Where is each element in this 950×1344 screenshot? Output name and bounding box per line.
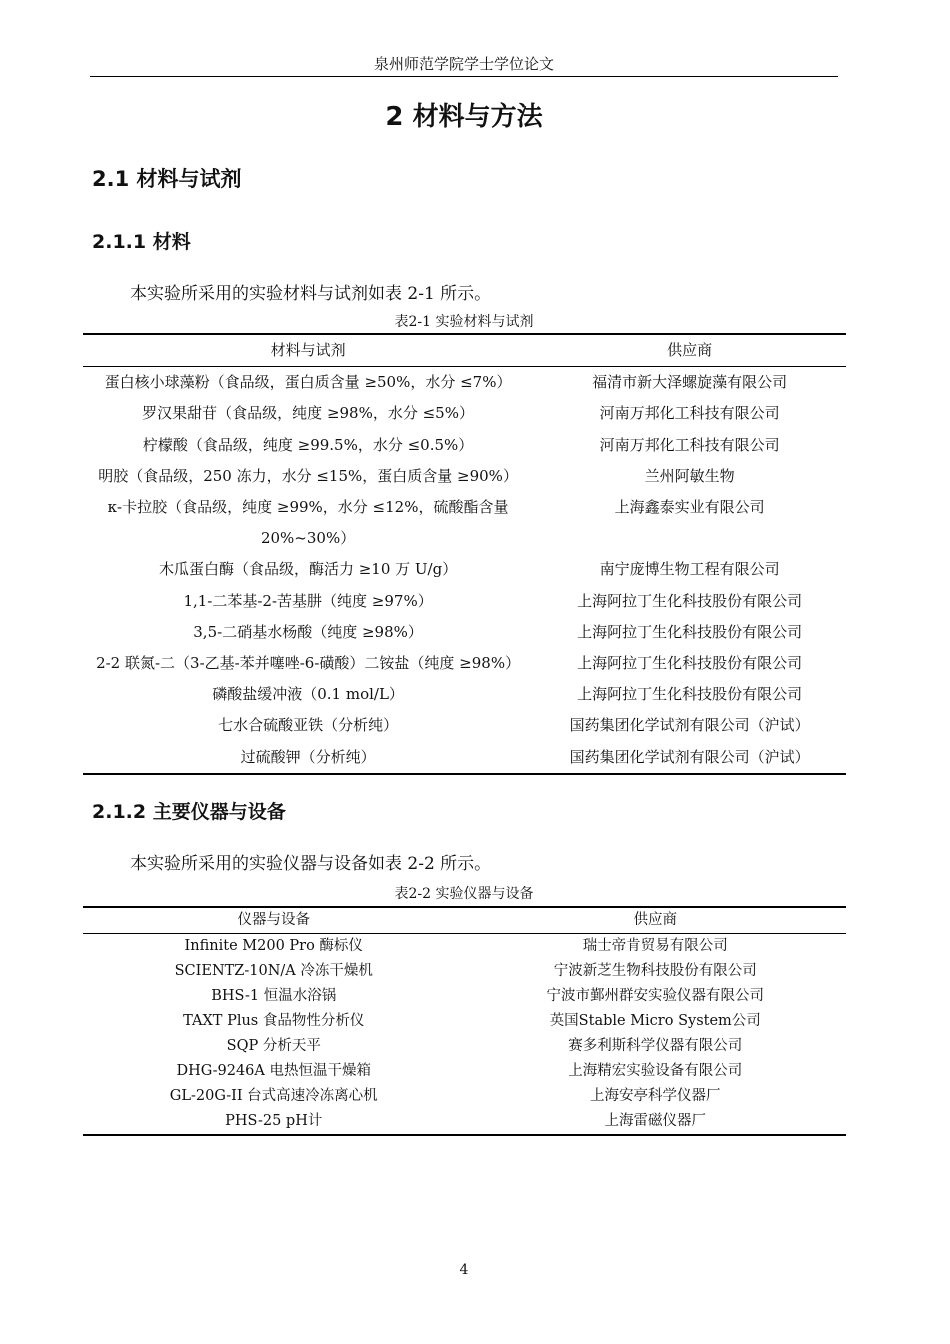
table-cell: 上海雷磁仪器厂 <box>604 1113 706 1129</box>
intro-paragraph-materials: 本实验所采用的实验材料与试剂如表 2-1 所示。 <box>130 284 492 304</box>
table-row <box>83 741 846 773</box>
table-cell: 河南万邦化工科技有限公司 <box>599 404 780 423</box>
table-row <box>83 1109 846 1135</box>
running-header: 泉州师范学院学士学位论文 <box>373 55 554 73</box>
instruments-table <box>83 906 846 1136</box>
table-cell: 木瓜蛋白酶（食品级，酶活力 ≥10 万 U/g） <box>158 560 458 579</box>
table-row <box>83 1034 846 1059</box>
table-cell: DHG-9246A 电热恒温干燥箱 <box>176 1063 371 1079</box>
table-row <box>83 1009 846 1034</box>
table-cell: 南宁庞博生物工程有限公司 <box>599 560 780 579</box>
table-cell: 上海阿拉丁生化科技股份有限公司 <box>577 622 803 641</box>
page-number: 4 <box>459 1262 469 1278</box>
table-header-row <box>83 907 846 934</box>
section-heading-2-1-1: 2.1.1 材料 <box>92 231 191 253</box>
column-header: 供应商 <box>465 907 847 934</box>
table-cell: 罗汉果甜苷（食品级，纯度 ≥98%，水分 ≤5%） <box>142 404 474 423</box>
table-row <box>83 617 846 648</box>
table-cell: Infinite M200 Pro 酶标仪 <box>184 938 363 954</box>
header-rule <box>90 76 838 77</box>
table-row <box>83 398 846 429</box>
table-cell: 福清市新大泽螺旋藻有限公司 <box>592 373 788 392</box>
table-cell: 宁波市鄞州群安实验仪器有限公司 <box>546 988 764 1004</box>
table-cell: 兰州阿敏生物 <box>644 466 735 485</box>
table-row <box>83 959 846 984</box>
table-row <box>83 1084 846 1109</box>
table-row <box>83 984 846 1009</box>
table-header-row <box>83 334 846 367</box>
table-cell: 2-2 联氮-二（3-乙基-苯并噻唑-6-磺酸）二铵盐（纯度 ≥98%） <box>96 653 521 672</box>
column-header: 仪器与设备 <box>83 907 465 934</box>
table-cell: 明胶（食品级，250 冻力，水分 ≤15%，蛋白质含量 ≥90%） <box>98 466 518 485</box>
table-row <box>83 648 846 679</box>
table-cell: 磷酸盐缓冲液（0.1 mol/L） <box>212 685 404 704</box>
table-cell: SQP 分析天平 <box>226 1038 321 1054</box>
table-cell: 上海精宏实验设备有限公司 <box>568 1063 743 1079</box>
table-row <box>83 492 846 523</box>
table-cell: 瑞士帝肯贸易有限公司 <box>582 938 728 954</box>
table-cell: 上海鑫泰实业有限公司 <box>614 498 765 517</box>
table-cell: 3,5-二硝基水杨酸（纯度 ≥98%） <box>193 622 423 641</box>
table-row <box>83 430 846 461</box>
table-cell: 上海阿拉丁生化科技股份有限公司 <box>577 685 803 704</box>
table-cell: 国药集团化学试剂有限公司（沪试） <box>569 747 810 766</box>
table-cell: 赛多利斯科学仪器有限公司 <box>568 1038 743 1054</box>
table-cell: 七水合硫酸亚铁（分析纯） <box>218 716 399 735</box>
column-header: 供应商 <box>533 334 846 367</box>
table-row <box>83 461 846 492</box>
table-row <box>83 554 846 585</box>
table-cell: TAXT Plus 食品物性分析仪 <box>183 1013 365 1029</box>
table-cell: 宁波新芝生物科技股份有限公司 <box>553 963 757 979</box>
table-row <box>83 523 846 554</box>
table-cell: 河南万邦化工科技有限公司 <box>599 435 780 454</box>
section-heading-2-1-2: 2.1.2 主要仪器与设备 <box>92 801 286 823</box>
table-cell: GL-20G-II 台式高速冷冻离心机 <box>169 1088 378 1104</box>
table-cell: 1,1-二苯基-2-苦基肼（纯度 ≥97%） <box>183 591 433 610</box>
table-row <box>83 367 846 399</box>
table-row <box>83 1059 846 1084</box>
table-row <box>83 586 846 617</box>
table-cell: 上海阿拉丁生化科技股份有限公司 <box>577 653 803 672</box>
table-cell: 上海安亭科学仪器厂 <box>590 1088 721 1104</box>
column-header: 材料与试剂 <box>83 334 533 367</box>
table-cell: 20%~30%） <box>260 529 356 548</box>
section-heading-2-1: 2.1 材料与试剂 <box>92 167 242 191</box>
table-cell: PHS-25 pH计 <box>225 1113 323 1129</box>
table-cell: κ-卡拉胶（食品级，纯度 ≥99%，水分 ≤12%，硫酸酯含量 <box>107 498 509 517</box>
table1-caption: 表2-1 实验材料与试剂 <box>394 314 534 330</box>
table-cell: BHS-1 恒温水浴锅 <box>211 988 337 1004</box>
table-cell: 英国Stable Micro System公司 <box>549 1013 761 1029</box>
table-cell: 上海阿拉丁生化科技股份有限公司 <box>577 591 803 610</box>
materials-table <box>83 333 846 775</box>
intro-paragraph-instruments: 本实验所采用的实验仪器与设备如表 2-2 所示。 <box>130 854 492 874</box>
table-cell: SCIENTZ-10N/A 冷冻干燥机 <box>174 963 373 979</box>
table-row <box>83 710 846 741</box>
table-cell: 国药集团化学试剂有限公司（沪试） <box>569 716 810 735</box>
chapter-title: 2 材料与方法 <box>385 102 543 132</box>
table-cell: 过硫酸钾（分析纯） <box>240 747 376 766</box>
table-cell <box>533 523 846 554</box>
table-row <box>83 934 846 960</box>
table-row <box>83 679 846 710</box>
table-cell: 柠檬酸（食品级，纯度 ≥99.5%，水分 ≤0.5%） <box>142 435 474 454</box>
table2-caption: 表2-2 实验仪器与设备 <box>394 886 534 902</box>
table-cell: 蛋白核小球藻粉（食品级，蛋白质含量 ≥50%，水分 ≤7%） <box>104 373 512 392</box>
